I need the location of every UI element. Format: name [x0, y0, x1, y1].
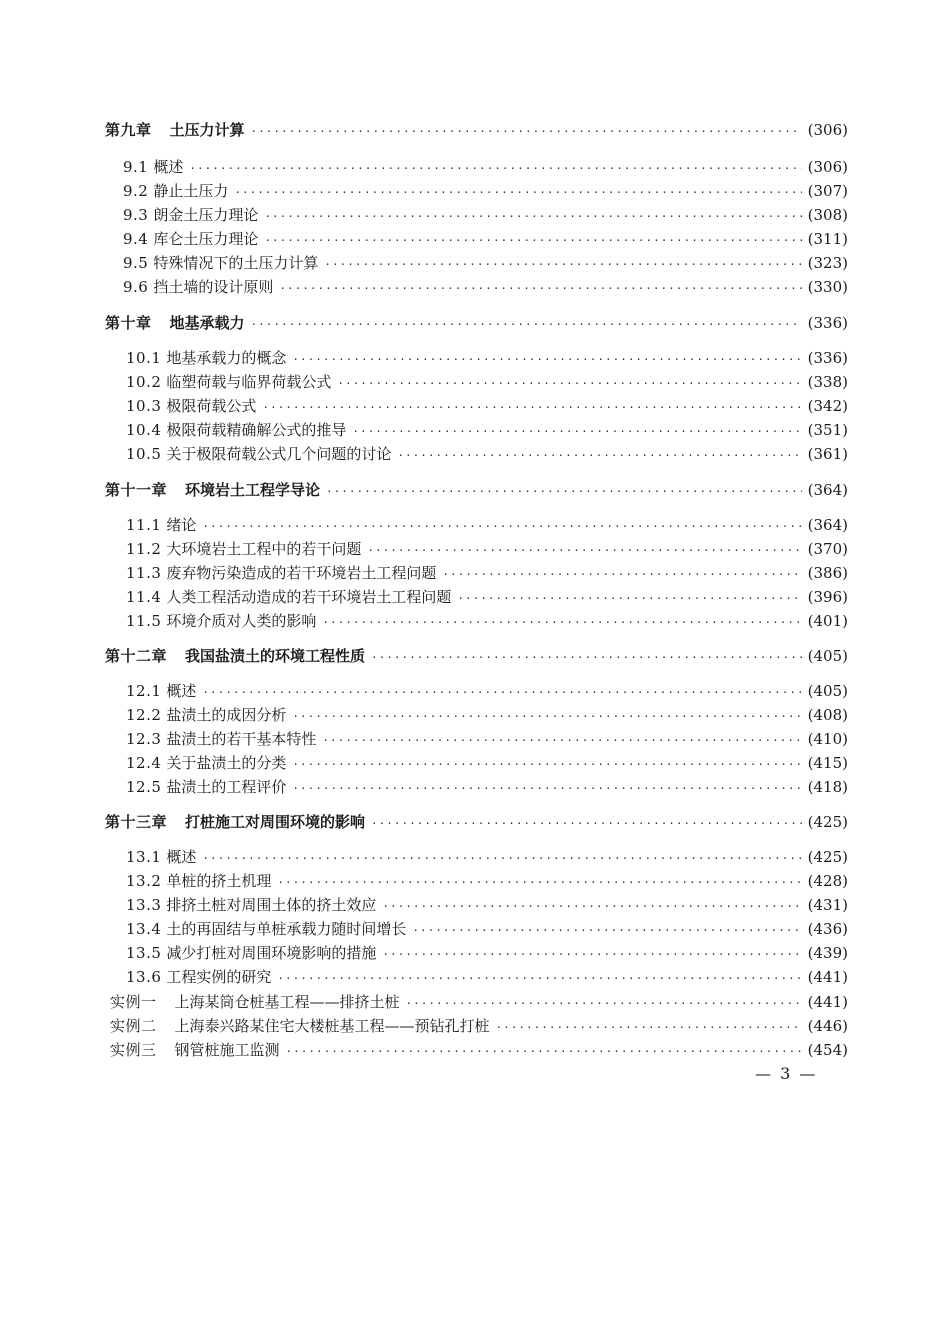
entry-title: 减少打桩对周围环境影响的措施 — [166, 944, 377, 962]
dot-leader — [406, 994, 802, 1014]
section-entry — [126, 681, 848, 703]
entry-number: 9.3 — [123, 206, 149, 224]
entry-number: 9.1 — [123, 158, 149, 176]
entry-title: 大环境岩土工程中的若干问题 — [166, 540, 362, 558]
entry-title: 环境岩土工程学导论 — [185, 481, 321, 499]
section-entry — [123, 229, 848, 251]
section-entry — [126, 895, 848, 917]
page-number: — 3 — — [755, 1064, 818, 1083]
entry-number: 12.2 — [126, 706, 162, 724]
entry-number: 第九章 — [105, 121, 152, 139]
section-entry — [126, 919, 848, 941]
entry-page: (441) — [807, 968, 848, 986]
dot-leader — [412, 921, 801, 941]
entry-page: (436) — [807, 920, 848, 938]
dot-leader — [322, 731, 801, 751]
case-entry — [110, 1040, 848, 1062]
chapter-entry — [105, 646, 848, 668]
chapter-entry — [105, 120, 848, 142]
entry-title: 土的再固结与单桩承载力随时间增长 — [166, 920, 407, 938]
dot-leader — [324, 255, 801, 275]
entry-page: (323) — [807, 254, 848, 272]
entry-number: 11.3 — [126, 564, 162, 582]
section-entry — [126, 777, 848, 799]
entry-number: 11.4 — [126, 588, 162, 606]
entry-title: 土压力计算 — [169, 121, 245, 139]
entry-title: 盐渍土的成因分析 — [166, 706, 287, 724]
entry-page: (454) — [807, 1041, 848, 1059]
entry-number: 第十二章 — [105, 647, 168, 665]
entry-page: (415) — [807, 754, 848, 772]
dot-leader — [277, 873, 801, 893]
section-entry — [126, 444, 848, 466]
dot-leader — [292, 755, 801, 775]
entry-title: 挡土墙的设计原则 — [153, 278, 274, 296]
entry-number: 11.1 — [126, 516, 162, 534]
entry-title: 库仑土压力理论 — [153, 230, 259, 248]
entry-page: (307) — [807, 182, 848, 200]
entry-title: 排挤土桩对周围土体的挤土效应 — [166, 896, 377, 914]
entry-number: 12.5 — [126, 778, 162, 796]
section-entry — [126, 348, 848, 370]
dot-leader — [264, 231, 801, 251]
entry-title: 关于极限荷载公式几个问题的讨论 — [166, 445, 392, 463]
entry-page: (441) — [807, 993, 848, 1011]
dot-leader — [292, 350, 801, 370]
entry-title: 地基承载力 — [169, 314, 245, 332]
entry-page: (308) — [807, 206, 848, 224]
section-entry — [126, 563, 848, 585]
entry-number: 9.2 — [123, 182, 149, 200]
entry-page: (364) — [807, 481, 848, 499]
entry-page: (439) — [807, 944, 848, 962]
entry-number: 11.2 — [126, 540, 162, 558]
entry-number: 12.4 — [126, 754, 162, 772]
section-entry — [123, 253, 848, 275]
entry-title: 概述 — [166, 682, 197, 700]
section-entry — [123, 157, 848, 179]
entry-number: 13.1 — [126, 848, 162, 866]
dot-leader — [202, 849, 801, 869]
entry-page: (386) — [807, 564, 848, 582]
dot-leader — [202, 683, 801, 703]
entry-title: 废弃物污染造成的若干环境岩土工程问题 — [166, 564, 437, 582]
section-entry — [126, 587, 848, 609]
entry-title: 人类工程活动造成的若干环境岩土工程问题 — [166, 588, 452, 606]
entry-page: (446) — [807, 1017, 848, 1035]
dot-leader — [292, 779, 801, 799]
entry-title: 上海某筒仓桩基工程——排挤土桩 — [174, 993, 400, 1011]
entry-page: (336) — [807, 314, 848, 332]
entry-page: (370) — [807, 540, 848, 558]
dot-leader — [397, 446, 801, 466]
dot-leader — [352, 422, 801, 442]
chapter-entry — [105, 480, 848, 502]
entry-title: 极限荷载精确解公式的推导 — [166, 421, 347, 439]
entry-title: 我国盐渍土的环境工程性质 — [185, 647, 366, 665]
entry-page: (425) — [807, 848, 848, 866]
entry-page: (428) — [807, 872, 848, 890]
section-entry — [126, 705, 848, 727]
dot-leader — [264, 207, 801, 227]
entry-number: 第十一章 — [105, 481, 168, 499]
dot-leader — [337, 374, 801, 394]
section-entry — [126, 396, 848, 418]
chapter-entry — [105, 313, 848, 335]
entry-number: 10.3 — [126, 397, 162, 415]
entry-number: 10.4 — [126, 421, 162, 439]
entry-page: (396) — [807, 588, 848, 606]
entry-number: 13.6 — [126, 968, 162, 986]
section-entry — [126, 372, 848, 394]
entry-title: 打桩施工对周围环境的影响 — [185, 813, 366, 831]
entry-number: 13.3 — [126, 896, 162, 914]
entry-number: 11.5 — [126, 612, 162, 630]
section-entry — [126, 753, 848, 775]
entry-page: (405) — [807, 682, 848, 700]
section-entry — [126, 611, 848, 633]
entry-title: 概述 — [166, 848, 197, 866]
entry-page: (338) — [807, 373, 848, 391]
entry-title: 静止土压力 — [153, 182, 229, 200]
entry-page: (431) — [807, 896, 848, 914]
dot-leader — [189, 159, 801, 179]
dot-leader — [382, 897, 801, 917]
entry-number: 第十三章 — [105, 813, 168, 831]
entry-number: 10.2 — [126, 373, 162, 391]
entry-number: 9.4 — [123, 230, 149, 248]
section-entry — [126, 539, 848, 561]
dot-leader — [322, 613, 801, 633]
case-entry — [110, 992, 848, 1014]
entry-page: (330) — [807, 278, 848, 296]
dot-leader — [262, 398, 801, 418]
dot-leader — [367, 541, 801, 561]
entry-page: (401) — [807, 612, 848, 630]
entry-number: 9.6 — [123, 278, 149, 296]
section-entry — [126, 420, 848, 442]
dot-leader — [277, 969, 801, 989]
dot-leader — [279, 279, 801, 299]
dot-leader — [251, 122, 802, 142]
entry-number: 9.5 — [123, 254, 149, 272]
entry-title: 绪论 — [166, 516, 197, 534]
entry-title: 概述 — [153, 158, 184, 176]
dot-leader — [371, 648, 802, 668]
entry-title: 单桩的挤土机理 — [166, 872, 272, 890]
entry-title: 盐渍土的若干基本特性 — [166, 730, 317, 748]
entry-title: 上海泰兴路某住宅大楼桩基工程——预钻孔打桩 — [174, 1017, 490, 1035]
section-entry — [126, 967, 848, 989]
dot-leader — [457, 589, 801, 609]
section-entry — [123, 205, 848, 227]
entry-page: (410) — [807, 730, 848, 748]
entry-page: (342) — [807, 397, 848, 415]
entry-page: (351) — [807, 421, 848, 439]
entry-number: 12.3 — [126, 730, 162, 748]
dot-leader — [286, 1042, 802, 1062]
entry-title: 特殊情况下的土压力计算 — [153, 254, 319, 272]
dot-leader — [326, 482, 802, 502]
entry-number: 13.5 — [126, 944, 162, 962]
entry-page: (364) — [807, 516, 848, 534]
dot-leader — [382, 945, 801, 965]
entry-number: 10.5 — [126, 445, 162, 463]
entry-number: 第十章 — [105, 314, 152, 332]
entry-number: 10.1 — [126, 349, 162, 367]
entry-title: 极限荷载公式 — [166, 397, 257, 415]
section-entry — [126, 847, 848, 869]
dot-leader — [251, 315, 802, 335]
dot-leader — [202, 517, 801, 537]
entry-title: 工程实例的研究 — [166, 968, 272, 986]
entry-title: 临塑荷载与临界荷载公式 — [166, 373, 332, 391]
entry-title: 盐渍土的工程评价 — [166, 778, 287, 796]
entry-number: 实例二 — [110, 1017, 157, 1035]
section-entry — [126, 943, 848, 965]
entry-number: 实例三 — [110, 1041, 157, 1059]
dot-leader — [292, 707, 801, 727]
entry-title: 钢管桩施工监测 — [174, 1041, 280, 1059]
entry-page: (306) — [807, 158, 848, 176]
case-entry — [110, 1016, 848, 1038]
section-entry — [123, 181, 848, 203]
entry-number: 12.1 — [126, 682, 162, 700]
entry-title: 朗金土压力理论 — [153, 206, 259, 224]
entry-page: (336) — [807, 349, 848, 367]
entry-title: 地基承载力的概念 — [166, 349, 287, 367]
dot-leader — [496, 1018, 802, 1038]
entry-page: (418) — [807, 778, 848, 796]
entry-number: 实例一 — [110, 993, 157, 1011]
dot-leader — [371, 814, 802, 834]
entry-title: 关于盐渍土的分类 — [166, 754, 287, 772]
entry-page: (408) — [807, 706, 848, 724]
dot-leader — [234, 183, 801, 203]
section-entry — [123, 277, 848, 299]
section-entry — [126, 515, 848, 537]
entry-title: 环境介质对人类的影响 — [166, 612, 317, 630]
entry-page: (306) — [807, 121, 848, 139]
dot-leader — [442, 565, 801, 585]
entry-number: 13.4 — [126, 920, 162, 938]
chapter-entry — [105, 812, 848, 834]
entry-page: (405) — [807, 647, 848, 665]
entry-page: (311) — [807, 230, 848, 248]
entry-number: 13.2 — [126, 872, 162, 890]
entry-page: (425) — [807, 813, 848, 831]
section-entry — [126, 729, 848, 751]
entry-page: (361) — [807, 445, 848, 463]
section-entry — [126, 871, 848, 893]
